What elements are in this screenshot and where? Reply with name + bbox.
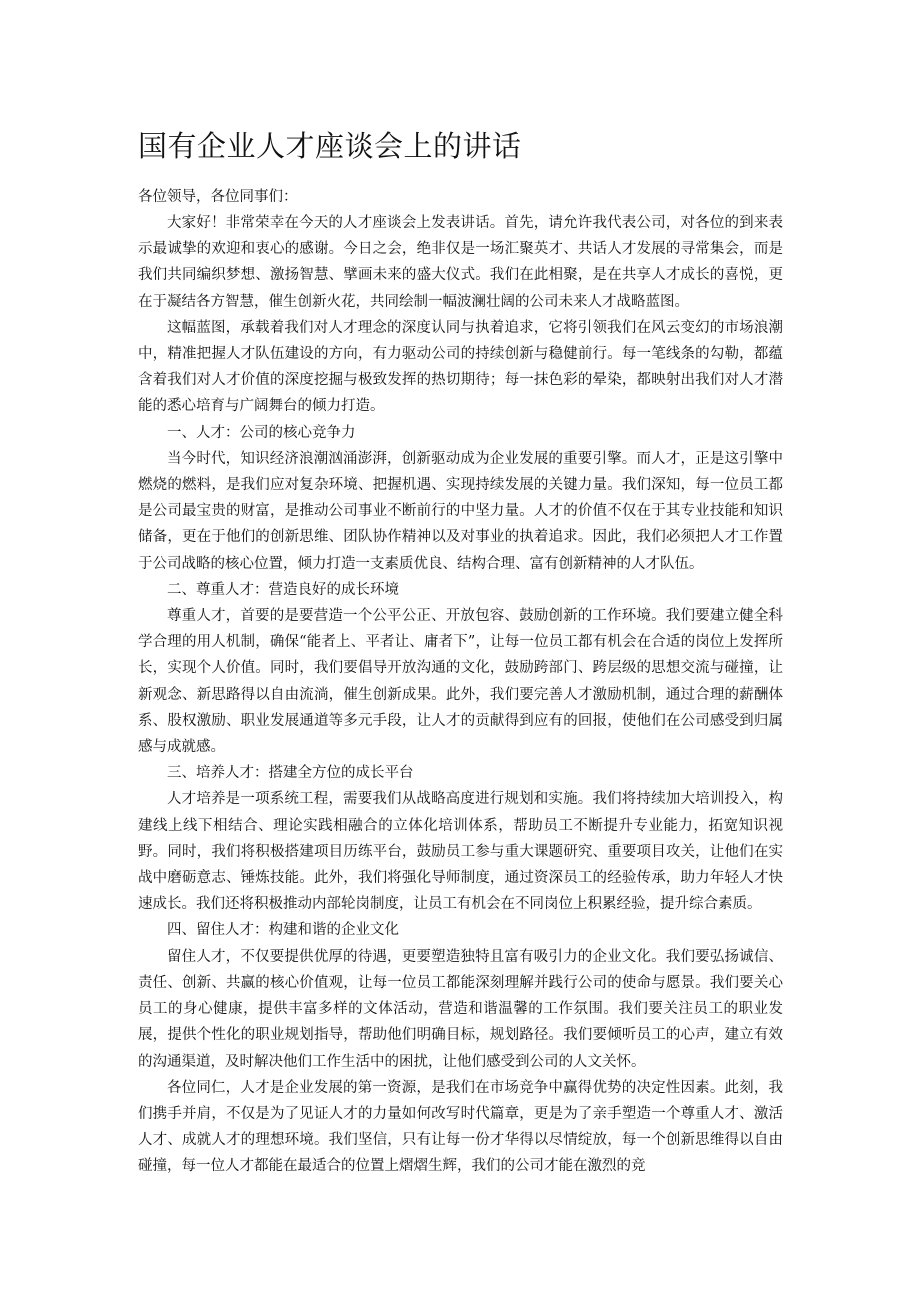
greeting-line: 各位领导，各位同事们：: [138, 189, 298, 205]
section-heading: 二、尊重人才：营造良好的成长环境: [167, 581, 399, 598]
body-paragraph: 留住人才，不仅要提供优厚的待遇，更要塑造独特且富有吸引力的企业文化。我们要弘扬诚信、责任、创新、共赢的核心价值观，让每一位员工都能深刻理解并践行公司的使命与愿景。我们要关心员工的身心健康，提供丰富多样的文体活动，营造和谐温馨的工作氛围。我们要关注员工的职业发展，提供个性化的职业规划指导，帮助他们明确目标，规划路径。我们要倾听员工的心声，建立有效的沟通渠道，及时解决他们工作生活中的困扰，让他们感受到公司的人文关怀。: [138, 948, 783, 1070]
section-heading: 一、人才：公司的核心竞争力: [167, 424, 356, 441]
section-heading: 三、培养人才：搭建全方位的成长平台: [167, 765, 414, 782]
body-paragraph: 各位同仁，人才是企业发展的第一资源，是我们在市场竞争中赢得优势的决定性因素。此刻，我们携手并肩，不仅是为了见证人才的力量如何改写时代篇章，更是为了亲手塑造一个尊重人才、激活人才、成就人才的理想环境。我们坚信，只有让每一份才华得以尽情绽放，每一个创新思维得以自由碰撞，每一位人才都能在最适合的位置上熠熠生辉，我们的公司才能在激烈的竞: [138, 1079, 783, 1175]
document-page: [138, 128, 783, 1180]
section-heading: 四、留住人才：构建和谐的企业文化: [167, 922, 399, 939]
body-paragraph: 尊重人才，首要的是要营造一个公平公正、开放包容、鼓励创新的工作环境。我们要建立健全科学合理的用人机制，确保“能者上、平者让、庸者下”，让每一位员工都有机会在合适的岗位上发挥所长，实现个人价值。同时，我们要倡导开放沟通的文化，鼓励跨部门、跨层级的思想交流与碰撞，让新观念、新思路得以自由流淌，催生创新成果。此外，我们要完善人才激励机制，通过合理的薪酬体系、股权激励、职业发展通道等多元手段，让人才的贡献得到应有的回报，使他们在公司感受到归属感与成就感。: [138, 608, 783, 756]
body-paragraph: 人才培养是一项系统工程，需要我们从战略高度进行规划和实施。我们将持续加大培训投入，构建线上线下相结合、理论实践相融合的立体化培训体系，帮助员工不断提升专业能力，拓宽知识视野。同时，我们将积极搭建项目历练平台，鼓励员工参与重大课题研究、重要项目攻关，让他们在实战中磨砺意志、锤炼技能。此外，我们将强化导师制度，通过资深员工的经验传承，助力年轻人才快速成长。我们还将积极推动内部轮岗制度，让员工有机会在不同岗位上积累经验，提升综合素质。: [138, 791, 783, 913]
body-paragraph: 这幅蓝图，承载着我们对人才理念的深度认同与执着追求，它将引领我们在风云变幻的市场浪潮中，精准把握人才队伍建设的方向，有力驱动公司的持续创新与稳健前行。每一笔线条的勾勒，都蕴含着我们对人才价值的深度挖掘与极致发挥的热切期待；每一抹色彩的晕染，都映射出我们对人才潜能的悉心培育与广阔舞台的倾力打造。: [138, 319, 783, 415]
document-title: 国有企业人才座谈会上的讲话: [138, 129, 522, 163]
document-body: [138, 210, 783, 1180]
body-paragraph: 大家好！非常荣幸在今天的人才座谈会上发表讲话。首先，请允许我代表公司，对各位的到来表示最诚挚的欢迎和衷心的感谢。今日之会，绝非仅是一场汇聚英才、共话人才发展的寻常集会，而是我们共同编织梦想、激扬智慧、擘画未来的盛大仪式。我们在此相聚，是在共享人才成长的喜悦，更在于凝结各方智慧，催生创新火花，共同绘制一幅波澜壮阔的公司未来人才战略蓝图。: [138, 215, 783, 310]
body-paragraph: 当今时代，知识经济浪潮汹涌澎湃，创新驱动成为企业发展的重要引擎。而人才，正是这引擎中燃烧的燃料，是我们应对复杂环境、把握机遇、实现持续发展的关键力量。我们深知，每一位员工都是公司最宝贵的财富，是推动公司事业不断前行的中坚力量。人才的价值不仅在于其专业技能和知识储备，更在于他们的创新思维、团队协作精神以及对事业的执着追求。因此，我们必须把人才工作置于公司战略的核心位置，倾力打造一支素质优良、结构合理、富有创新精神的人才队伍。: [138, 450, 783, 572]
